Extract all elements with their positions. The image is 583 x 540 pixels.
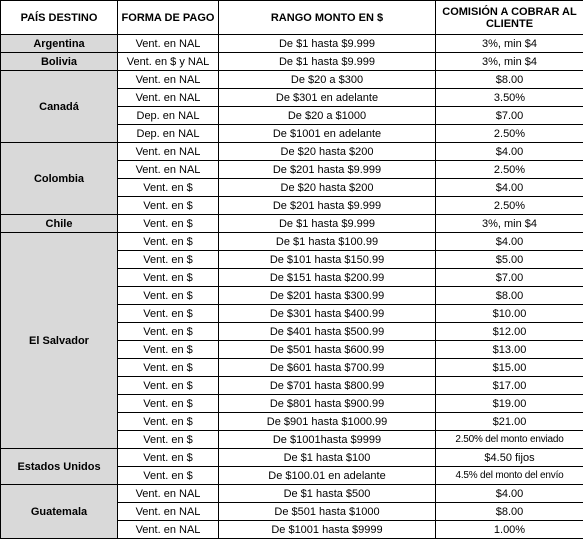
table-body xyxy=(1,35,583,539)
commission-cell: 3%, min $4 xyxy=(436,215,583,233)
commission-cell: $21.00 xyxy=(436,413,583,431)
country-cell-el-salvador: El Salvador xyxy=(1,233,118,449)
payment-method-cell: Vent. en $ y NAL xyxy=(118,53,219,71)
payment-method-cell: Vent. en $ xyxy=(118,377,219,395)
payment-method-cell: Vent. en $ xyxy=(118,233,219,251)
commission-cell: 2.50% xyxy=(436,125,583,143)
amount-range-cell: De $100.01 en adelante xyxy=(219,467,436,485)
commission-cell: $12.00 xyxy=(436,323,583,341)
payment-method-cell: Vent. en $ xyxy=(118,395,219,413)
country-cell-chile: Chile xyxy=(1,215,118,233)
country-cell-estados-unidos: Estados Unidos xyxy=(1,449,118,485)
payment-method-cell: Vent. en $ xyxy=(118,323,219,341)
payment-method-cell: Vent. en $ xyxy=(118,179,219,197)
table-row xyxy=(1,53,583,71)
payment-method-cell: Vent. en $ xyxy=(118,251,219,269)
header-row xyxy=(1,1,583,35)
commission-cell: $4.00 xyxy=(436,179,583,197)
commission-cell: $10.00 xyxy=(436,305,583,323)
amount-range-cell: De $1 hasta $500 xyxy=(219,485,436,503)
payment-method-cell: Dep. en NAL xyxy=(118,107,219,125)
header-payment-method: FORMA DE PAGO xyxy=(118,1,219,35)
commission-cell: 2.50% del monto enviado xyxy=(436,431,583,449)
amount-range-cell: De $20 a $1000 xyxy=(219,107,436,125)
payment-method-cell: Vent. en NAL xyxy=(118,521,219,539)
table-row xyxy=(1,71,583,89)
commission-cell: 2.50% xyxy=(436,161,583,179)
header-commission: COMISIÓN A COBRAR AL CLIENTE xyxy=(436,1,583,35)
amount-range-cell: De $1 hasta $9.999 xyxy=(219,215,436,233)
commission-cell: 3%, min $4 xyxy=(436,53,583,71)
table-row xyxy=(1,485,583,503)
amount-range-cell: De $801 hasta $900.99 xyxy=(219,395,436,413)
payment-method-cell: Vent. en $ xyxy=(118,413,219,431)
commission-cell: $19.00 xyxy=(436,395,583,413)
commission-cell: $4.50 fijos xyxy=(436,449,583,467)
payment-method-cell: Vent. en NAL xyxy=(118,71,219,89)
amount-range-cell: De $301 hasta $400.99 xyxy=(219,305,436,323)
country-cell-bolivia: Bolivia xyxy=(1,53,118,71)
commission-cell: $7.00 xyxy=(436,107,583,125)
commission-cell: 3.50% xyxy=(436,89,583,107)
amount-range-cell: De $20 hasta $200 xyxy=(219,179,436,197)
commission-cell: $4.00 xyxy=(436,233,583,251)
payment-method-cell: Dep. en NAL xyxy=(118,125,219,143)
header-amount-range: RANGO MONTO EN $ xyxy=(219,1,436,35)
amount-range-cell: De $401 hasta $500.99 xyxy=(219,323,436,341)
amount-range-cell: De $1 hasta $9.999 xyxy=(219,53,436,71)
payment-method-cell: Vent. en $ xyxy=(118,359,219,377)
country-cell-canada: Canadá xyxy=(1,71,118,143)
commission-cell: $4.00 xyxy=(436,485,583,503)
commission-cell: $8.00 xyxy=(436,503,583,521)
amount-range-cell: De $201 hasta $300.99 xyxy=(219,287,436,305)
payment-method-cell: Vent. en $ xyxy=(118,305,219,323)
commission-cell: $4.00 xyxy=(436,143,583,161)
amount-range-cell: De $1 hasta $100 xyxy=(219,449,436,467)
amount-range-cell: De $1 hasta $9.999 xyxy=(219,35,436,53)
amount-range-cell: De $601 hasta $700.99 xyxy=(219,359,436,377)
payment-method-cell: Vent. en NAL xyxy=(118,35,219,53)
commission-cell: 4.5% del monto del envío xyxy=(436,467,583,485)
payment-method-cell: Vent. en NAL xyxy=(118,143,219,161)
amount-range-cell: De $1 hasta $100.99 xyxy=(219,233,436,251)
payment-method-cell: Vent. en NAL xyxy=(118,503,219,521)
commission-cell: 3%, min $4 xyxy=(436,35,583,53)
amount-range-cell: De $20 a $300 xyxy=(219,71,436,89)
table-row xyxy=(1,215,583,233)
commission-cell: $15.00 xyxy=(436,359,583,377)
payment-method-cell: Vent. en $ xyxy=(118,287,219,305)
table-row xyxy=(1,233,583,251)
payment-method-cell: Vent. en $ xyxy=(118,215,219,233)
country-cell-guatemala: Guatemala xyxy=(1,485,118,539)
amount-range-cell: De $20 hasta $200 xyxy=(219,143,436,161)
amount-range-cell: De $101 hasta $150.99 xyxy=(219,251,436,269)
commission-cell: $17.00 xyxy=(436,377,583,395)
table-row xyxy=(1,449,583,467)
commission-cell: 2.50% xyxy=(436,197,583,215)
payment-method-cell: Vent. en NAL xyxy=(118,161,219,179)
amount-range-cell: De $1001 en adelante xyxy=(219,125,436,143)
amount-range-cell: De $501 hasta $600.99 xyxy=(219,341,436,359)
table-row xyxy=(1,143,583,161)
country-cell-argentina: Argentina xyxy=(1,35,118,53)
country-cell-colombia: Colombia xyxy=(1,143,118,215)
commission-cell: $7.00 xyxy=(436,269,583,287)
amount-range-cell: De $201 hasta $9.999 xyxy=(219,197,436,215)
commission-cell: $5.00 xyxy=(436,251,583,269)
amount-range-cell: De $1001hasta $9999 xyxy=(219,431,436,449)
amount-range-cell: De $701 hasta $800.99 xyxy=(219,377,436,395)
commission-cell: $8.00 xyxy=(436,287,583,305)
commission-cell: 1.00% xyxy=(436,521,583,539)
payment-method-cell: Vent. en NAL xyxy=(118,89,219,107)
amount-range-cell: De $501 hasta $1000 xyxy=(219,503,436,521)
header-country: PAÍS DESTINO xyxy=(1,1,118,35)
amount-range-cell: De $151 hasta $200.99 xyxy=(219,269,436,287)
amount-range-cell: De $1001 hasta $9999 xyxy=(219,521,436,539)
amount-range-cell: De $901 hasta $1000.99 xyxy=(219,413,436,431)
payment-method-cell: Vent. en $ xyxy=(118,467,219,485)
payment-method-cell: Vent. en NAL xyxy=(118,485,219,503)
payment-method-cell: Vent. en $ xyxy=(118,431,219,449)
commission-cell: $8.00 xyxy=(436,71,583,89)
payment-method-cell: Vent. en $ xyxy=(118,449,219,467)
payment-method-cell: Vent. en $ xyxy=(118,341,219,359)
payment-method-cell: Vent. en $ xyxy=(118,197,219,215)
amount-range-cell: De $201 hasta $9.999 xyxy=(219,161,436,179)
payment-method-cell: Vent. en $ xyxy=(118,269,219,287)
table-row xyxy=(1,35,583,53)
commission-cell: $13.00 xyxy=(436,341,583,359)
amount-range-cell: De $301 en adelante xyxy=(219,89,436,107)
